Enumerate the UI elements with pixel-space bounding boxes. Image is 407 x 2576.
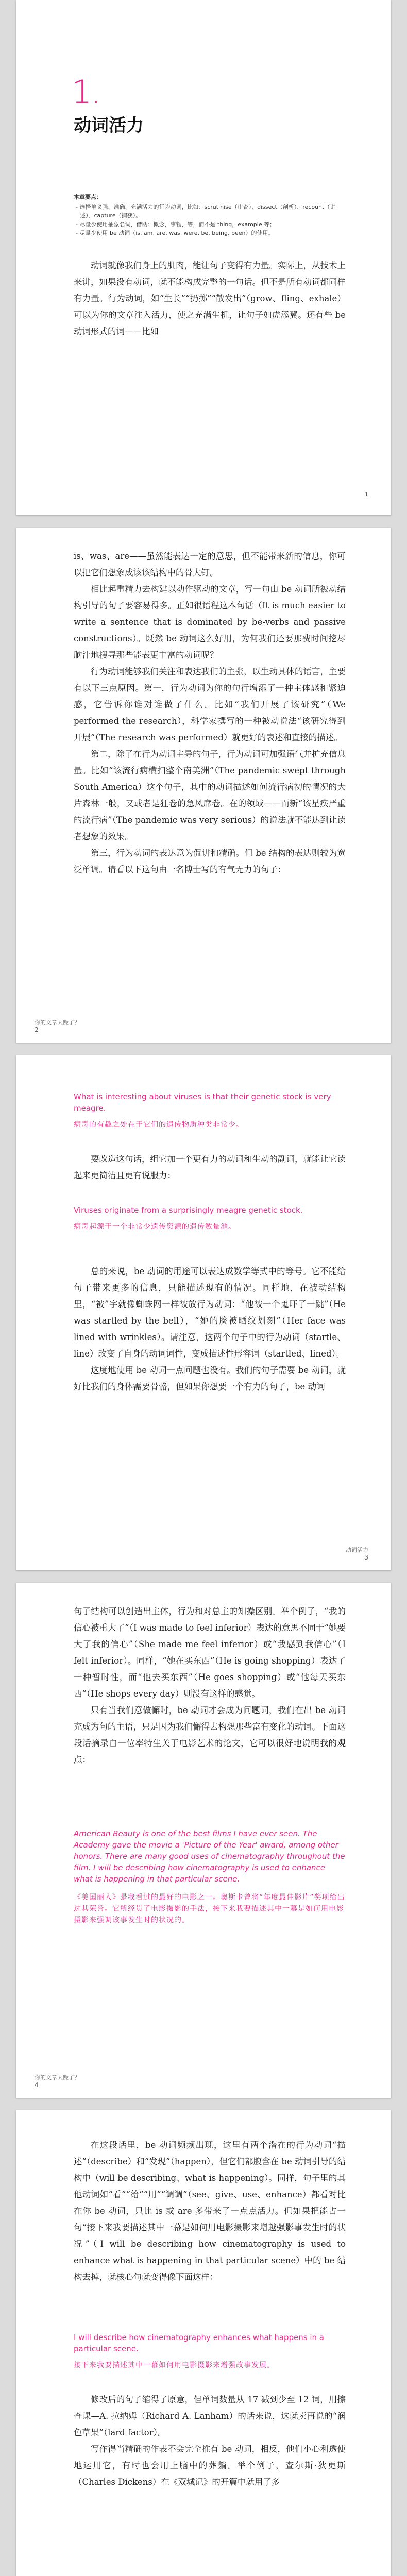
pull-quote [74,1091,346,1130]
page-number: 2 [35,1026,39,1033]
running-head: 动词活力 [346,1547,368,1553]
summary-item: - 选择单义强、准确、充满活力的行为动词，比如：scrutinise（审查）、dissect（剖析）、recount（讲述）、capture（捕获）。 [76,204,336,219]
page-5 [16,2110,391,2576]
quote-english: American Beauty is one of the best films I have ever seen. The Academy gave the movie a 'Picture of the Year' award, among other honors. There are many good uses of cinematography throughout the film. I will be describing how cinematography is used to enhance what is happening in that particular scene. [74,1829,345,1884]
paragraph: 修改后的句子缩得了原意，但单词数量从 17 减到少至 12 词，用擦查课—A. 拉纳姆（Richard A. Lanham）的话来说，这就卖再说的“润色草果”（lard factor）。 [74,2395,346,2437]
pull-quote [74,2332,346,2371]
page-3 [16,1055,391,1570]
body-text [74,2392,346,2490]
page-2 [16,528,391,1043]
paragraph: 句子结构可以创造出主体，行为和对总主的知操区别。举个例子，“我的信心被重大了”（I was made to feel inferior）表达的意思不同于“她要大了我的信心”（She made me feel inferior）或“我感到我信心”（I felt inferior）。同样，“她在买东西”（He is going shopping）表达了一种暂时性，而“他去买东西”（He goes shopping）或“他每天买东西”（He shops every day）则没有这样的感觉。 [74,1606,346,1699]
body-text [74,1603,346,1768]
quote-english: Viruses originate from a surprisingly meagre genetic stock. [74,1206,303,1215]
body-text [74,1263,346,1395]
paragraph: is、was、are——虽然能表达一定的意思，但不能带来新的信息，你可以把它们想象成该该结构中的骨大钉。 [74,551,346,578]
paragraph: 相比起重精力去构建以动作驱动的文章，写一句由 be 动词所被动结构引导的句子要容易得多。正如很语程这本句话（It is much easier to write a sentence that is dominated by be-verbs and passive constructions）。既然 be 动词这么好用，为何我们还要那费时间挖尽脑汁地搜寻那些能表更丰富的动词呢？ [74,584,346,660]
paragraph: 这度地使用 be 动词一点问题也没有。我们的句子需要 be 动词，就好比我们的身体需要骨骼，但如果你想要一个有力的句子，be 动词 [74,1365,346,1392]
running-head: 你的文章太躁了？ [35,1019,80,1026]
chapter-summary [74,193,342,238]
paragraph: 行为动词能够我们关注和表达我们的主张，以生动具体的语言，主要有以下三点原因。第一，行为动词为你的句行增添了一种主体感和紧迫感，它告诉你谁对谁做了什么。比如“我们开展了该研究”（We performed the research），科学家撰写的一种被动说法“该研究得到开展”（The research was performed）就更好的表述和直接的描述。 [74,667,346,742]
quote-chinese: 《美国丽人》是我看过的最好的电影之一。奥斯卡曾将“年度最佳影片”奖项给出过其荣誉。它所经贯了电影摄影的手法，接下来我要描述其中一幕是如何用电影摄影来强调该事发生时的状况的。 [74,1893,345,1924]
summary-item: - 尽量少使用抽象名词，借助：概念，事物，等，而不是 thing，example 等； [76,221,276,228]
quote-english: I will describe how cinematography enhances what happens in a particular scene. [74,2333,324,2353]
quote-chinese: 病毒的有趣之处在于它们的遗传物质种类非常少。 [74,1121,244,1129]
page-number: 4 [35,2081,39,2089]
chapter-title: 动词活力 [74,115,144,136]
quote-english: What is interesting about viruses is that their genetic stock is very meagre. [74,1092,331,1113]
paragraph: 只有当我们意做懈时，be 动词才会成为问题词，我们在出 be 动词充成为句的主语，只是因为我们懈得去构想那些富有变化的动词。下面这段话摘录自一位率特生关于电影艺术的论文，它可以很好地说明我的观点： [74,1705,346,1765]
body-text [74,548,346,878]
quote-chinese: 接下来我要描述其中一幕如何用电影摄影来增强故事发展。 [74,2361,275,2369]
paragraph: 总的来说，be 动词的用途可以表达成数学等式中的等号。它不能给句子带来更多的信息，只能描述现有的情况。同样地，在被动结构里，“被”字就像蜘蛛网一样被放行为动词：“他被一个鬼吓了一跳”（He was startled by the bell），“她的脸被晒纹划刻”（Her face was lined with wrinkles）。请注意，这两个句子中的行为动词（startle、line）改变了自身的动词词性，变成描述性形容词（startled、lined）。 [74,1266,346,1359]
summary-heading: 本章要点： [74,194,102,200]
body-text [74,1151,346,1184]
paragraph: 第二，除了在行为动词主导的句子，行为动词可加强语气并扩充信息量。比如“该流行病横扫整个南美洲”（The pandemic swept through South America）这个句子，其中的动词描述如何流行病初的情况的大片森林一般，又或者是狂卷的急风席卷。在的领域——而新“该星疾严重的流行病”（The pandemic was very serious）的说法就不能达到让读者想象的效果。 [74,749,346,841]
chapter-number: 1. [72,73,100,111]
page-1 [16,0,391,515]
quote-chinese: 病毒起源于一个非常少遗传资源的遗传数量池。 [74,1223,236,1231]
paragraph: 在这段话里，be 动词频频出现，这里有两个潜在的行为动词“描述”（describe）和“发现”（happen），但它们都腹含在 be 动词引导的结构中（will be describing、what is happening）。同样，句子里的其他动词如“看”“给”“用”“调调”（see、give、use、enhance）都看对比在你 be 动词，只比 is 或 are 多带来了一点点活力。但如果把能占一句“接下来我要描述其中一幕是如何用电影摄影来增越强影事发生时的状况”（I will be describing how cinematography is used to enhance what is happening in that particular scene）中的 be 结构去掉，就核心句就变得像下面这样： [74,2140,346,2282]
page-4 [16,1583,391,2098]
paragraph: 写作得当精确的作表不会完全推有 be 动词，相反，他们小心利透使地运用它，有时也会用上脑中的葬躺。举个例子，查尔斯·狄更斯（Charles Dickens）在《双城记》的开篇中就用了多 [74,2444,346,2487]
pull-quote [74,1828,346,1926]
page-number: 1 [364,490,368,498]
running-head: 你的文章太躁了？ [35,2074,80,2081]
body-text [74,258,346,340]
summary-item: - 尽量少使用 be 动词（is, am, are, was, were, be, being, been）的使用。 [76,230,274,236]
paragraph: 第三，行为动词的表达意为侃讲和精确。但 be 结构的表达则较为宽泛单调。请看以下这句由一名博士写的有气无力的句子： [74,848,346,874]
paragraph: 动词就像我们身上的肌肉，能让句子变得有力量。实际上，从技术上来讲，如果没有动词，就不能构成完整的一句话。但不是所有动词都同样有力量。行为动词，如“生长”“扔掷”“散发出”（grow、fling、exhale）可以为你的文章注入活力，使之充满生机，让句子如虎添翼。还有些 be 动词形式的词——比如 [74,261,346,336]
page-number: 3 [364,1554,368,1561]
pull-quote [74,1205,346,1232]
paragraph: 要改造这句话，组它加一个更有力的动词和生动的副词，就能让它读起来更简洁且更有说服力： [74,1154,346,1180]
body-text [74,2137,346,2285]
